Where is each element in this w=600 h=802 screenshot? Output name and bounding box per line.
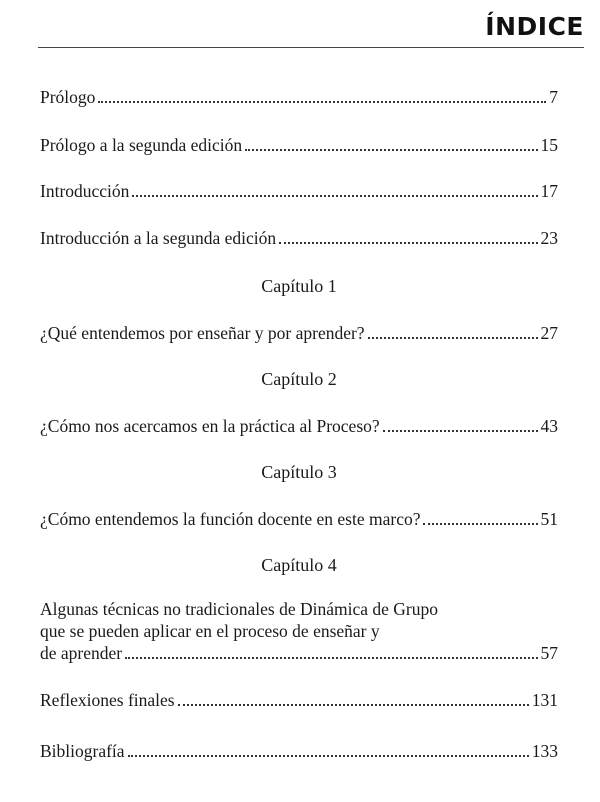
entry-title: Introducción a la segunda edición [40,228,277,248]
entry-final-line [40,642,558,664]
dot-leader [245,149,537,151]
chapter-heading-3: Capítulo 3 [261,462,337,482]
page-number: 57 [540,643,558,663]
toc-entry-capitulo-3 [40,508,558,530]
entry-title: ¿Cómo entendemos la función docente en este marco? [40,509,421,529]
entry-title-line-1: Algunas técnicas no tradicionales de Dinámica de Grupo [40,599,438,619]
page-number: 15 [540,135,558,155]
entry-title: ¿Cómo nos acercamos en la práctica al Proceso? [40,416,380,436]
toc-entry-bibliografia [40,740,558,762]
dot-leader [279,242,537,244]
dot-leader [98,101,546,103]
dot-leader [368,337,538,339]
header-rule [38,47,584,48]
dot-leader [423,523,537,525]
entry-title-line-2: que se pueden aplicar en el proceso de enseñar y [40,621,380,641]
chapter-heading-2: Capítulo 2 [261,369,337,389]
page-number: 133 [531,741,558,761]
page-number: 23 [540,228,558,248]
toc-entry-introduccion-segunda-edicion [40,227,558,249]
entry-title: Introducción [40,181,130,201]
dot-leader [383,430,538,432]
table-of-contents [40,86,558,762]
toc-entry-reflexiones-finales [40,689,558,711]
toc-entry-prologo-segunda-edicion [40,134,558,156]
page-number: 43 [540,416,558,436]
dot-leader [125,657,537,659]
index-title: ÍNDICE [485,12,584,41]
entry-title: Prólogo [40,87,96,107]
entry-title: Bibliografía [40,741,125,761]
toc-entry-introduccion [40,180,558,202]
page-number: 131 [531,690,558,710]
dot-leader [178,704,529,706]
entry-title: Reflexiones finales [40,690,175,710]
page-number: 17 [540,181,558,201]
dot-leader [132,195,537,197]
dot-leader [128,755,529,757]
entry-title-line-3: de aprender [40,643,123,663]
toc-entry-capitulo-4 [40,598,558,664]
entry-title: Prólogo a la segunda edición [40,135,243,155]
toc-entry-prologo [40,86,558,108]
entry-title: ¿Qué entendemos por enseñar y por aprender? [40,323,365,343]
page-number: 7 [549,87,558,107]
page-header [0,0,600,60]
chapter-heading-1: Capítulo 1 [261,276,337,296]
chapter-heading-4: Capítulo 4 [261,555,337,575]
toc-entry-capitulo-1 [40,322,558,344]
page-number: 27 [540,323,558,343]
toc-entry-capitulo-2 [40,415,558,437]
page-number: 51 [540,509,558,529]
